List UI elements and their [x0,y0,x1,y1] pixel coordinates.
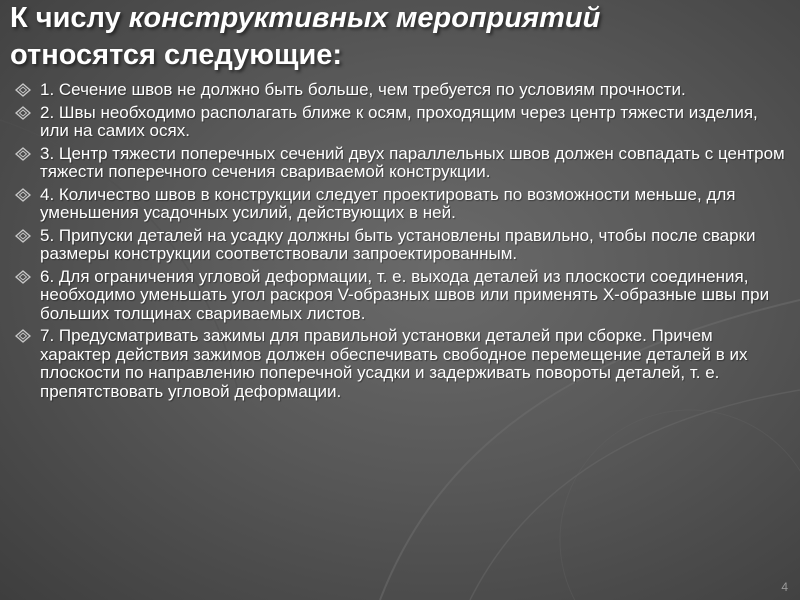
list-item-text: 7. Предусматривать зажимы для правильной установки деталей при сборке. Причем характер действия зажимов должен обеспечивать свободное перемещение деталей в их плоскости по направлению поперечной усадки и задерживать повороты деталей, т. е. препятствовать угловой деформации. [40,326,748,401]
list-item-text: 6. Для ограничения угловой деформации, т. е. выхода деталей из плоскости соединения, необходимо уменьшать угол раскроя V-образных швов или применять X-образные швы при больших толщинах свариваемых листов. [40,266,770,323]
list-item [10,186,785,223]
list-item [10,327,785,401]
bullet-list [10,81,785,405]
title-emphasis: конструктивных мероприятий [128,2,601,34]
diamond-outline-icon [15,229,31,243]
title-part-2: относятся следующие: [10,39,343,71]
slide-title [10,0,790,74]
list-item-text: 2. Швы необходимо располагать ближе к осям, проходящим через центр тяжести изделия, или на самих осях. [40,102,758,140]
list-item [10,104,785,141]
list-item-text: 5. Припуски деталей на усадку должны быть установлены правильно, чтобы после сварки размеры конструкции соответствовали запроектированным. [40,225,756,263]
diamond-outline-icon [15,270,31,284]
diamond-outline-icon [15,188,31,202]
list-item-text: 1. Сечение швов не должно быть больше, чем требуется по условиям прочности. [40,80,686,99]
diamond-outline-icon [15,329,31,343]
list-item-text: 3. Центр тяжести поперечных сечений двух параллельных швов должен совпадать с центром тяжести поперечного сечения свариваемой конструкции. [40,143,785,181]
slide-number: 4 [781,580,788,594]
list-item [10,227,785,264]
title-part-1: К числу [10,2,129,34]
list-item [10,81,785,100]
list-item [10,145,785,182]
diamond-outline-icon [15,106,31,120]
diamond-outline-icon [15,147,31,161]
list-item [10,268,785,324]
diamond-outline-icon [15,83,31,97]
list-item-text: 4. Количество швов в конструкции следует проектировать по возможности меньше, для уменьшения усадочных усилий, действующих в ней. [40,184,736,222]
